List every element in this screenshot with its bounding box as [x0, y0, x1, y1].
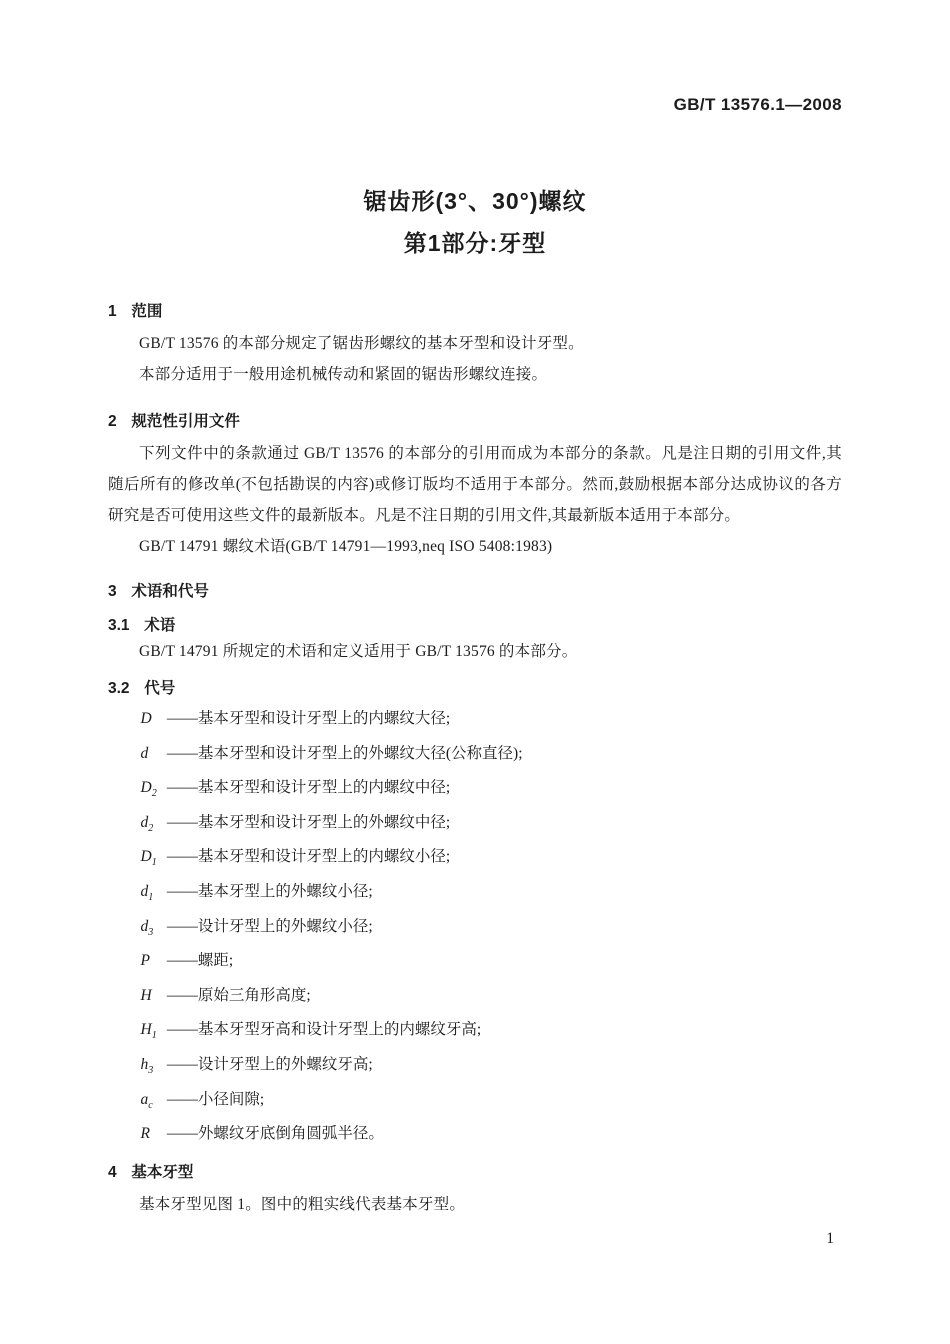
symbol-name: D	[140, 710, 152, 727]
section-1-title: 范围	[131, 303, 163, 320]
section-4-number: 4	[108, 1163, 117, 1181]
symbol-definition	[108, 913, 842, 948]
symbol-name: R	[140, 1125, 151, 1143]
document-title-line-2: 第1部分:牙型	[403, 230, 547, 256]
symbol-definition	[108, 1051, 842, 1086]
symbol-description: 原始三角形高度;	[197, 986, 311, 1004]
symbol-definition	[108, 1016, 842, 1051]
symbol-description: 基本牙型上的外螺纹小径;	[197, 882, 373, 900]
section-2-title: 规范性引用文件	[131, 413, 240, 430]
section-3-heading	[108, 582, 842, 602]
symbol-name: $D_1$	[140, 848, 157, 869]
section-3-2-heading	[108, 679, 842, 699]
document-title-line-1: 锯齿形(3°、30°)螺纹	[363, 188, 587, 214]
section-2-heading	[108, 412, 842, 432]
symbol-description: 螺距;	[197, 952, 234, 970]
section-3-1-paragraph-1: GB/T 14791 所规定的术语和定义适用于 GB/T 13576 的本部分。	[139, 643, 578, 660]
page-number: 1	[826, 1230, 834, 1247]
symbol-dash: ——	[166, 952, 198, 970]
symbol-name: d	[140, 744, 149, 762]
symbol-dash: ——	[166, 1021, 198, 1039]
symbol-definition	[108, 878, 842, 913]
symbol-description: 外螺纹牙底倒角圆弧半径。	[197, 1125, 384, 1143]
symbol-name: $D_2$	[140, 779, 157, 800]
symbol-name: $a_c$	[140, 1090, 153, 1111]
document-title	[108, 180, 842, 264]
symbol-name: $H_1$	[140, 1021, 157, 1042]
symbol-definition	[108, 843, 842, 878]
symbol-list	[108, 705, 842, 1155]
symbol-definition	[108, 809, 842, 844]
symbol-name: P	[140, 952, 151, 970]
symbol-definition	[108, 774, 842, 809]
symbol-dash: ——	[166, 986, 198, 1004]
section-2-number: 2	[108, 413, 117, 430]
symbol-name: $d_2$	[140, 813, 154, 834]
symbol-dash: ——	[166, 1055, 198, 1073]
section-3-2-number: 3.2	[108, 680, 130, 697]
symbol-description: 基本牙型和设计牙型上的外螺纹大径(公称直径);	[197, 744, 523, 762]
symbol-dash: ——	[166, 1090, 198, 1108]
section-4-heading	[108, 1163, 842, 1183]
section-3-2-title: 代号	[144, 680, 176, 697]
section-2-paragraph-1: 下列文件中的条款通过 GB/T 13576 的本部分的引用而成为本部分的条款。凡是注日期的引用文件,其随后所有的修改单(不包括勘误的内容)或修订版均不适用于本部分。然而,鼓励根据本部分达成协议的各方研究是否可使用这些文件的最新版本。凡是不注日期的引用文件,其最新版本适用于本部分。	[108, 445, 842, 524]
symbol-definition	[108, 1120, 842, 1155]
section-3-number: 3	[108, 583, 117, 600]
symbol-dash: ——	[166, 744, 198, 762]
symbol-definition	[108, 1086, 842, 1121]
symbol-name: $d_1$	[140, 882, 154, 904]
section-3-title: 术语和代号	[131, 583, 209, 600]
symbol-name: $d_3$	[140, 917, 154, 938]
section-1-number: 1	[108, 303, 117, 320]
section-3-1-title: 术语	[144, 617, 176, 634]
symbol-description: 基本牙型和设计牙型上的外螺纹中径;	[197, 813, 451, 831]
section-1-paragraph-2: 本部分适用于一般用途机械传动和紧固的锯齿形螺纹连接。	[139, 366, 548, 383]
section-1-paragraph-1: GB/T 13576 的本部分规定了锯齿形螺纹的基本牙型和设计牙型。	[139, 335, 584, 352]
symbol-description: 小径间隙;	[197, 1090, 265, 1108]
symbol-description: 设计牙型上的外螺纹小径;	[197, 917, 373, 935]
section-3-1-number: 3.1	[108, 617, 130, 634]
symbol-dash: ——	[166, 813, 198, 831]
symbol-dash: ——	[166, 710, 198, 727]
symbol-dash: ——	[166, 779, 198, 797]
section-1-heading	[108, 302, 842, 322]
symbol-definition	[108, 705, 842, 740]
section-3-1-heading	[108, 616, 842, 636]
symbol-description: 基本牙型牙高和设计牙型上的内螺纹牙高;	[197, 1021, 482, 1039]
symbol-name: $h_3$	[140, 1055, 154, 1077]
symbol-description: 基本牙型和设计牙型上的内螺纹大径;	[197, 710, 451, 727]
section-4-title: 基本牙型	[131, 1163, 194, 1181]
standard-number: GB/T 13576.1—2008	[673, 95, 842, 114]
symbol-definition	[108, 947, 842, 982]
symbol-definition	[108, 740, 842, 775]
symbol-definition	[108, 982, 842, 1017]
symbol-description: 基本牙型和设计牙型上的内螺纹中径;	[197, 779, 451, 797]
symbol-description: 设计牙型上的外螺纹牙高;	[197, 1055, 373, 1073]
symbol-description: 基本牙型和设计牙型上的内螺纹小径;	[197, 848, 451, 866]
symbol-dash: ——	[166, 848, 198, 866]
section-2-reference: GB/T 14791 螺纹术语(GB/T 14791—1993,neq ISO 5408:1983)	[139, 538, 553, 555]
symbol-dash: ——	[166, 882, 198, 900]
section-4-paragraph-1: 基本牙型见图 1。图中的粗实线代表基本牙型。	[139, 1195, 466, 1213]
symbol-name: H	[140, 986, 152, 1004]
symbol-dash: ——	[166, 917, 198, 935]
symbol-dash: ——	[166, 1125, 198, 1143]
